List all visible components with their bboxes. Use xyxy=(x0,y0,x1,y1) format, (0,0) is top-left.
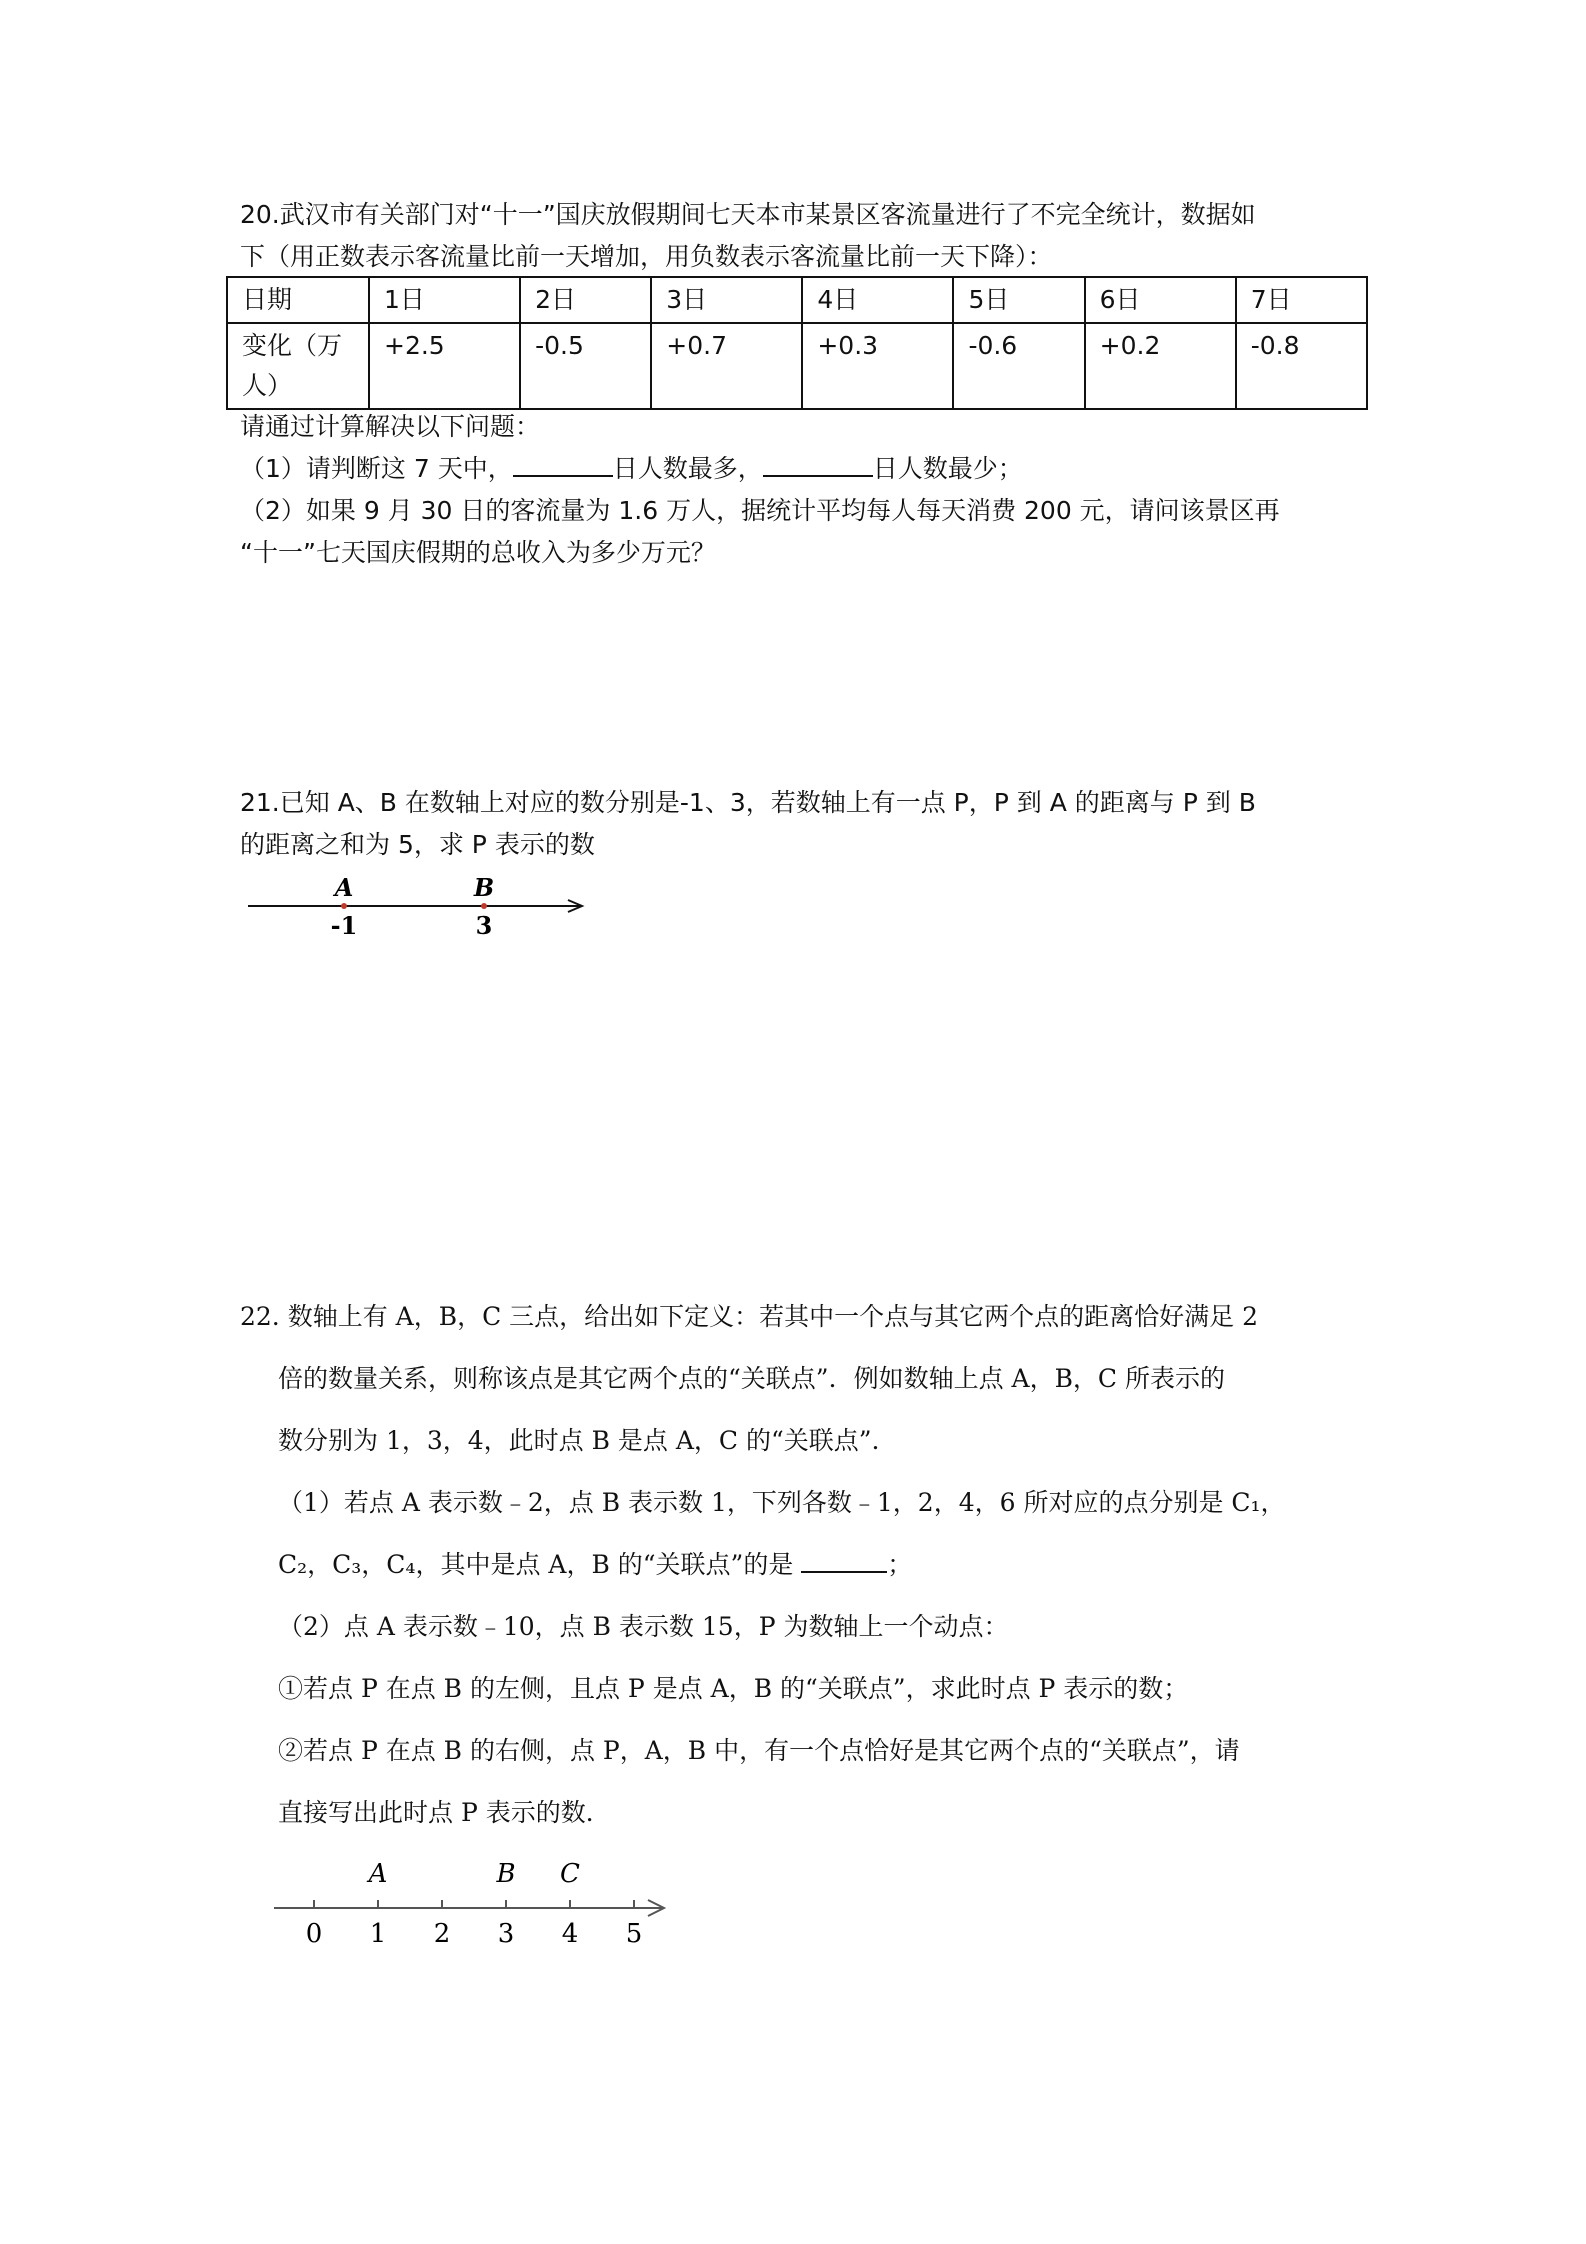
day-cell: 6日 xyxy=(1085,277,1236,323)
answer-blank[interactable] xyxy=(513,449,613,477)
q22-line5-text-a: C₂，C₃，C₄，其中是点 A，B 的“关联点”的是 xyxy=(278,1550,794,1579)
change-cell: +0.2 xyxy=(1085,323,1236,409)
change-cell: -0.6 xyxy=(953,323,1084,409)
q22-number-line xyxy=(270,1852,690,1952)
tick-label: 0 xyxy=(305,1919,323,1949)
table-row xyxy=(227,323,1367,409)
tick-label: 3 xyxy=(497,1919,515,1949)
table-row xyxy=(227,277,1367,323)
day-cell: 5日 xyxy=(953,277,1084,323)
point-label-a: A xyxy=(334,873,354,902)
q22-line4: （1）若点 A 表示数﹣2，点 B 表示数 1，下列各数﹣1，2，4，6 所对应的点分别是 C₁， xyxy=(278,1488,1286,1517)
change-cell: +0.7 xyxy=(651,323,802,409)
point-a-dot xyxy=(341,903,347,909)
q20-part1-text-c: 日人数最少； xyxy=(872,454,1023,483)
point-value-b: 3 xyxy=(475,911,493,940)
change-label-cell: 变化（万人） xyxy=(227,323,369,409)
change-cell: +0.3 xyxy=(802,323,953,409)
q21-number-line xyxy=(240,868,600,948)
tick-label: 5 xyxy=(625,1919,643,1949)
day-cell: 1日 xyxy=(369,277,520,323)
q20-line1: 20.武汉市有关部门对“十一”国庆放假期间七天本市某景区客流量进行了不完全统计，数据如 xyxy=(240,200,1256,229)
day-cell: 2日 xyxy=(520,277,651,323)
q20-part1-text-b: 日人数最多， xyxy=(612,454,763,483)
change-cell: -0.8 xyxy=(1236,323,1367,409)
day-cell: 7日 xyxy=(1236,277,1367,323)
change-cell: +2.5 xyxy=(369,323,520,409)
change-cell: -0.5 xyxy=(520,323,651,409)
table-header-cell: 日期 xyxy=(227,277,369,323)
answer-blank[interactable] xyxy=(763,449,873,477)
q22-line3: 数分别为 1，3，4，此时点 B 是点 A，C 的“关联点”． xyxy=(278,1426,897,1455)
q22-line5 xyxy=(278,1544,1398,1586)
point-label-c: C xyxy=(560,1859,580,1889)
tick-label: 2 xyxy=(433,1919,451,1949)
q21-line1: 21.已知 A、B 在数轴上对应的数分别是-1、3，若数轴上有一点 P，P 到 A 的距离与 P 到 B xyxy=(240,788,1256,817)
q22-line7: ①若点 P 在点 B 的左侧，且点 P 是点 A，B 的“关联点”，求此时点 P 表示的数； xyxy=(278,1674,1189,1703)
q20-part2-line1: （2）如果 9 月 30 日的客流量为 1.6 万人，据统计平均每人每天消费 200 元，请问该景区再 xyxy=(240,496,1280,525)
q20-line2: 下（用正数表示客流量比前一天增加，用负数表示客流量比前一天下降）： xyxy=(240,242,1053,271)
point-label-b: B xyxy=(496,1859,516,1889)
q22-line6: （2）点 A 表示数﹣10，点 B 表示数 15，P 为数轴上一个动点： xyxy=(278,1612,1009,1641)
q20-table xyxy=(226,276,1368,410)
answer-blank[interactable] xyxy=(801,1545,887,1573)
tick-label: 4 xyxy=(561,1919,579,1949)
q22-line9: 直接写出此时点 P 表示的数． xyxy=(278,1798,611,1827)
day-cell: 4日 xyxy=(802,277,953,323)
tick-label: 1 xyxy=(369,1919,387,1949)
q22-line2: 倍的数量关系，则称该点是其它两个点的“关联点”．例如数轴上点 A，B，C 所表示的 xyxy=(278,1364,1226,1393)
point-label-b: B xyxy=(473,873,495,902)
point-b-dot xyxy=(481,903,487,909)
point-label-a: A xyxy=(368,1859,388,1889)
q20-part1 xyxy=(240,448,1360,490)
point-value-a: -1 xyxy=(330,911,358,940)
day-cell: 3日 xyxy=(651,277,802,323)
q22-line1: 22. 数轴上有 A，B，C 三点，给出如下定义：若其中一个点与其它两个点的距离恰好满足 2 xyxy=(240,1302,1259,1331)
q22-line8: ②若点 P 在点 B 的右侧，点 P，A，B 中，有一个点恰好是其它两个点的“关联点”，请 xyxy=(278,1736,1240,1765)
q22-line5-text-b: ； xyxy=(887,1550,913,1579)
q21-line2: 的距离之和为 5，求 P 表示的数 xyxy=(240,830,595,859)
q20-intro: 请通过计算解决以下问题： xyxy=(240,412,541,441)
q20-part1-text-a: （1）请判断这 7 天中， xyxy=(240,454,513,483)
q20-part2-line2: “十一”七天国庆假期的总收入为多少万元？ xyxy=(240,538,716,567)
